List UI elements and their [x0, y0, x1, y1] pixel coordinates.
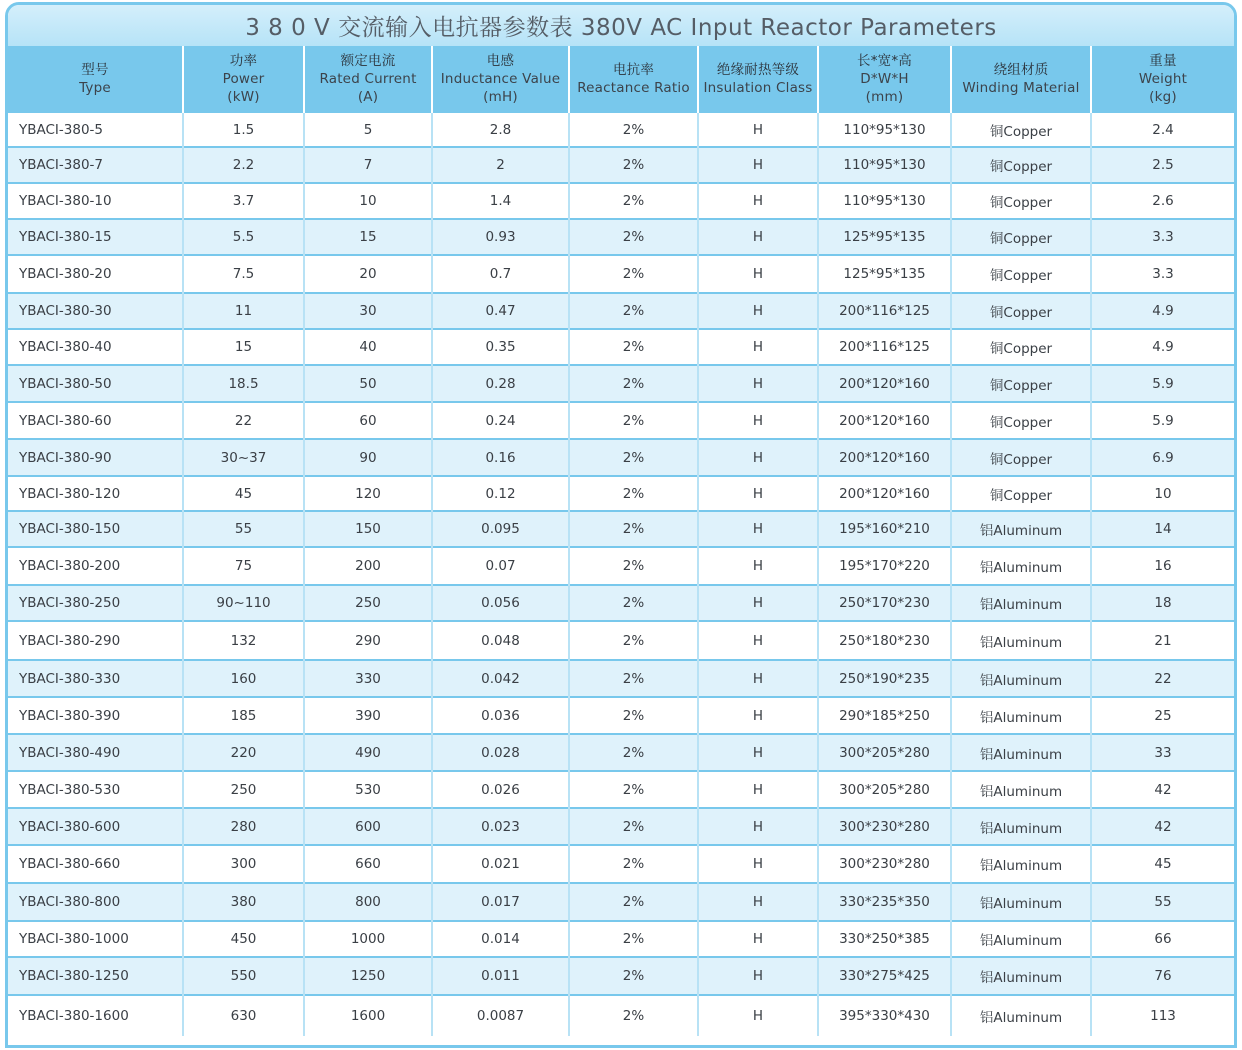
cell-type: YBACI-380-15	[8, 219, 183, 255]
cell-weight: 42	[1091, 808, 1234, 845]
cell-power: 75	[183, 547, 304, 585]
cell-weight: 25	[1091, 697, 1234, 734]
table-row	[8, 883, 1234, 921]
cell-reactance-ratio: 2%	[569, 585, 698, 621]
cell-rated-current: 530	[304, 771, 432, 808]
cell-rated-current: 15	[304, 219, 432, 255]
cell-rated-current: 120	[304, 476, 432, 511]
cell-reactance-ratio: 2%	[569, 921, 698, 957]
column-header-unit: (kW)	[227, 88, 260, 105]
cell-type: YBACI-380-200	[8, 547, 183, 585]
column-header-en: Insulation Class	[703, 79, 813, 96]
cell-power: 7.5	[183, 255, 304, 293]
cell-power: 22	[183, 402, 304, 439]
cell-weight: 3.3	[1091, 219, 1234, 255]
cell-inductance: 0.095	[432, 511, 569, 547]
cell-type: YBACI-380-40	[8, 329, 183, 365]
cell-winding-material: 铝Aluminum	[951, 547, 1091, 585]
cell-reactance-ratio: 2%	[569, 293, 698, 329]
cell-dimensions: 195*160*210	[818, 511, 951, 547]
cell-insulation-class: H	[698, 329, 818, 365]
column-header-en: Winding Material	[962, 79, 1080, 96]
table-row	[8, 771, 1234, 808]
cell-reactance-ratio: 2%	[569, 845, 698, 883]
cell-rated-current: 330	[304, 660, 432, 697]
cell-type: YBACI-380-20	[8, 255, 183, 293]
cell-type: YBACI-380-530	[8, 771, 183, 808]
parameter-table	[8, 46, 1234, 1036]
cell-dimensions: 300*230*280	[818, 808, 951, 845]
cell-dimensions: 250*190*235	[818, 660, 951, 697]
cell-dimensions: 110*95*130	[818, 147, 951, 183]
cell-reactance-ratio: 2%	[569, 402, 698, 439]
cell-rated-current: 10	[304, 183, 432, 219]
cell-dimensions: 200*120*160	[818, 476, 951, 511]
cell-power: 2.2	[183, 147, 304, 183]
column-header-cn: 绕组材质	[993, 61, 1049, 78]
cell-winding-material: 铝Aluminum	[951, 957, 1091, 995]
cell-insulation-class: H	[698, 147, 818, 183]
cell-type: YBACI-380-600	[8, 808, 183, 845]
cell-dimensions: 330*250*385	[818, 921, 951, 957]
cell-weight: 2.6	[1091, 183, 1234, 219]
cell-winding-material: 铝Aluminum	[951, 771, 1091, 808]
column-header-en: Power	[222, 70, 265, 87]
cell-dimensions: 300*205*280	[818, 734, 951, 771]
cell-inductance: 0.12	[432, 476, 569, 511]
cell-power: 550	[183, 957, 304, 995]
cell-dimensions: 300*230*280	[818, 845, 951, 883]
cell-reactance-ratio: 2%	[569, 147, 698, 183]
cell-insulation-class: H	[698, 112, 818, 147]
cell-reactance-ratio: 2%	[569, 660, 698, 697]
cell-weight: 45	[1091, 845, 1234, 883]
cell-weight: 66	[1091, 921, 1234, 957]
table-row	[8, 808, 1234, 845]
title-band	[8, 5, 1234, 46]
table-row	[8, 329, 1234, 365]
cell-weight: 4.9	[1091, 329, 1234, 365]
cell-type: YBACI-380-90	[8, 439, 183, 476]
column-header-power	[183, 46, 304, 112]
table-row	[8, 476, 1234, 511]
cell-reactance-ratio: 2%	[569, 771, 698, 808]
column-header-inductance	[432, 46, 569, 112]
cell-reactance-ratio: 2%	[569, 112, 698, 147]
table-row	[8, 147, 1234, 183]
cell-insulation-class: H	[698, 476, 818, 511]
column-header-cn: 长*宽*高	[857, 52, 912, 69]
cell-type: YBACI-380-50	[8, 365, 183, 402]
cell-power: 90~110	[183, 585, 304, 621]
cell-reactance-ratio: 2%	[569, 734, 698, 771]
table-row	[8, 255, 1234, 293]
cell-insulation-class: H	[698, 771, 818, 808]
cell-rated-current: 290	[304, 621, 432, 660]
cell-inductance: 2	[432, 147, 569, 183]
cell-inductance: 0.042	[432, 660, 569, 697]
cell-insulation-class: H	[698, 183, 818, 219]
cell-insulation-class: H	[698, 957, 818, 995]
cell-winding-material: 铜Copper	[951, 439, 1091, 476]
table-row	[8, 365, 1234, 402]
table-row	[8, 845, 1234, 883]
cell-weight: 55	[1091, 883, 1234, 921]
cell-reactance-ratio: 2%	[569, 219, 698, 255]
cell-weight: 22	[1091, 660, 1234, 697]
cell-insulation-class: H	[698, 734, 818, 771]
cell-reactance-ratio: 2%	[569, 183, 698, 219]
cell-dimensions: 195*170*220	[818, 547, 951, 585]
cell-power: 15	[183, 329, 304, 365]
cell-rated-current: 150	[304, 511, 432, 547]
cell-insulation-class: H	[698, 621, 818, 660]
cell-type: YBACI-380-10	[8, 183, 183, 219]
cell-winding-material: 铜Copper	[951, 476, 1091, 511]
cell-inductance: 0.07	[432, 547, 569, 585]
column-header-en: Rated Current	[319, 70, 417, 87]
cell-type: YBACI-380-1250	[8, 957, 183, 995]
cell-weight: 113	[1091, 995, 1234, 1036]
cell-winding-material: 铝Aluminum	[951, 845, 1091, 883]
cell-inductance: 0.014	[432, 921, 569, 957]
cell-rated-current: 800	[304, 883, 432, 921]
cell-insulation-class: H	[698, 293, 818, 329]
column-header-cn: 重量	[1149, 52, 1177, 69]
table-row	[8, 660, 1234, 697]
cell-insulation-class: H	[698, 547, 818, 585]
page-title: 3 8 0 V 交流输入电抗器参数表 380V AC Input Reactor Parameters	[245, 15, 997, 41]
column-header-cn: 型号	[81, 61, 109, 78]
cell-power: 55	[183, 511, 304, 547]
table-row	[8, 183, 1234, 219]
cell-winding-material: 铝Aluminum	[951, 921, 1091, 957]
cell-inductance: 0.7	[432, 255, 569, 293]
cell-dimensions: 395*330*430	[818, 995, 951, 1036]
table-row	[8, 511, 1234, 547]
cell-type: YBACI-380-660	[8, 845, 183, 883]
cell-inductance: 0.0087	[432, 995, 569, 1036]
cell-reactance-ratio: 2%	[569, 547, 698, 585]
cell-weight: 76	[1091, 957, 1234, 995]
cell-winding-material: 铜Copper	[951, 147, 1091, 183]
cell-power: 250	[183, 771, 304, 808]
cell-rated-current: 660	[304, 845, 432, 883]
cell-type: YBACI-380-250	[8, 585, 183, 621]
cell-winding-material: 铝Aluminum	[951, 621, 1091, 660]
cell-rated-current: 490	[304, 734, 432, 771]
cell-type: YBACI-380-150	[8, 511, 183, 547]
cell-type: YBACI-380-390	[8, 697, 183, 734]
column-header-cn: 功率	[229, 52, 258, 69]
cell-winding-material: 铝Aluminum	[951, 511, 1091, 547]
cell-inductance: 0.16	[432, 439, 569, 476]
cell-inductance: 0.47	[432, 293, 569, 329]
cell-reactance-ratio: 2%	[569, 808, 698, 845]
cell-reactance-ratio: 2%	[569, 511, 698, 547]
cell-rated-current: 390	[304, 697, 432, 734]
column-header-cn: 额定电流	[340, 52, 396, 69]
cell-insulation-class: H	[698, 365, 818, 402]
column-header-cn: 电抗率	[612, 61, 655, 78]
cell-winding-material: 铝Aluminum	[951, 585, 1091, 621]
column-header-winding-material	[951, 46, 1091, 112]
cell-type: YBACI-380-5	[8, 112, 183, 147]
table-row	[8, 219, 1234, 255]
cell-inductance: 0.026	[432, 771, 569, 808]
cell-dimensions: 125*95*135	[818, 255, 951, 293]
column-header-en: D*W*H	[860, 70, 909, 87]
cell-inductance: 0.93	[432, 219, 569, 255]
cell-winding-material: 铜Copper	[951, 219, 1091, 255]
cell-insulation-class: H	[698, 921, 818, 957]
cell-inductance: 0.011	[432, 957, 569, 995]
column-header-weight	[1091, 46, 1234, 112]
cell-weight: 14	[1091, 511, 1234, 547]
cell-rated-current: 20	[304, 255, 432, 293]
column-header-unit: (kg)	[1149, 88, 1177, 105]
column-header-en: Type	[79, 79, 111, 96]
table-row	[8, 734, 1234, 771]
cell-winding-material: 铝Aluminum	[951, 660, 1091, 697]
cell-type: YBACI-380-7	[8, 147, 183, 183]
table-row	[8, 293, 1234, 329]
cell-weight: 5.9	[1091, 402, 1234, 439]
cell-type: YBACI-380-120	[8, 476, 183, 511]
cell-insulation-class: H	[698, 585, 818, 621]
cell-power: 280	[183, 808, 304, 845]
cell-insulation-class: H	[698, 808, 818, 845]
cell-insulation-class: H	[698, 255, 818, 293]
table-header-row	[8, 46, 1234, 112]
cell-rated-current: 7	[304, 147, 432, 183]
table-row	[8, 547, 1234, 585]
cell-insulation-class: H	[698, 995, 818, 1036]
cell-winding-material: 铜Copper	[951, 293, 1091, 329]
cell-rated-current: 40	[304, 329, 432, 365]
cell-reactance-ratio: 2%	[569, 439, 698, 476]
cell-winding-material: 铝Aluminum	[951, 883, 1091, 921]
cell-inductance: 0.056	[432, 585, 569, 621]
cell-dimensions: 110*95*130	[818, 183, 951, 219]
cell-inductance: 0.24	[432, 402, 569, 439]
column-header-type	[8, 46, 183, 112]
cell-power: 1.5	[183, 112, 304, 147]
column-header-cn: 绝缘耐热等级	[716, 61, 800, 78]
table-row	[8, 112, 1234, 147]
column-header-cn: 电感	[486, 52, 515, 69]
cell-reactance-ratio: 2%	[569, 476, 698, 511]
table-row	[8, 957, 1234, 995]
table-body	[8, 112, 1234, 1036]
cell-power: 18.5	[183, 365, 304, 402]
cell-type: YBACI-380-800	[8, 883, 183, 921]
column-header-unit: (A)	[357, 88, 379, 105]
cell-dimensions: 250*180*230	[818, 621, 951, 660]
table-row	[8, 439, 1234, 476]
table-row	[8, 402, 1234, 439]
cell-weight: 5.9	[1091, 365, 1234, 402]
table-row	[8, 921, 1234, 957]
cell-inductance: 0.023	[432, 808, 569, 845]
cell-inductance: 0.036	[432, 697, 569, 734]
column-header-en: Weight	[1138, 70, 1188, 87]
cell-insulation-class: H	[698, 845, 818, 883]
column-header-unit: (mm)	[865, 88, 904, 105]
cell-power: 132	[183, 621, 304, 660]
cell-dimensions: 200*116*125	[818, 329, 951, 365]
cell-dimensions: 290*185*250	[818, 697, 951, 734]
column-header-en: Reactance Ratio	[577, 79, 690, 96]
cell-type: YBACI-380-290	[8, 621, 183, 660]
cell-weight: 18	[1091, 585, 1234, 621]
cell-dimensions: 330*275*425	[818, 957, 951, 995]
cell-inductance: 0.021	[432, 845, 569, 883]
parameter-table-frame	[5, 2, 1237, 1048]
cell-power: 220	[183, 734, 304, 771]
cell-weight: 2.4	[1091, 112, 1234, 147]
cell-reactance-ratio: 2%	[569, 365, 698, 402]
cell-rated-current: 250	[304, 585, 432, 621]
table-row	[8, 697, 1234, 734]
cell-dimensions: 300*205*280	[818, 771, 951, 808]
cell-dimensions: 200*116*125	[818, 293, 951, 329]
cell-power: 300	[183, 845, 304, 883]
cell-reactance-ratio: 2%	[569, 995, 698, 1036]
cell-power: 11	[183, 293, 304, 329]
cell-insulation-class: H	[698, 697, 818, 734]
cell-winding-material: 铜Copper	[951, 329, 1091, 365]
cell-insulation-class: H	[698, 439, 818, 476]
cell-inductance: 0.028	[432, 734, 569, 771]
cell-type: YBACI-380-60	[8, 402, 183, 439]
cell-power: 380	[183, 883, 304, 921]
cell-rated-current: 30	[304, 293, 432, 329]
cell-inductance: 0.35	[432, 329, 569, 365]
cell-winding-material: 铜Copper	[951, 255, 1091, 293]
cell-insulation-class: H	[698, 402, 818, 439]
table-row	[8, 585, 1234, 621]
cell-insulation-class: H	[698, 219, 818, 255]
cell-winding-material: 铜Copper	[951, 402, 1091, 439]
cell-type: YBACI-380-1000	[8, 921, 183, 957]
column-header-reactance-ratio	[569, 46, 698, 112]
column-header-insulation-class	[698, 46, 818, 112]
cell-reactance-ratio: 2%	[569, 255, 698, 293]
cell-insulation-class: H	[698, 883, 818, 921]
cell-dimensions: 110*95*130	[818, 112, 951, 147]
column-header-unit: (mH)	[483, 88, 518, 105]
cell-inductance: 2.8	[432, 112, 569, 147]
cell-dimensions: 330*235*350	[818, 883, 951, 921]
cell-winding-material: 铝Aluminum	[951, 697, 1091, 734]
cell-winding-material: 铝Aluminum	[951, 995, 1091, 1036]
cell-inductance: 0.048	[432, 621, 569, 660]
cell-dimensions: 200*120*160	[818, 402, 951, 439]
cell-rated-current: 1600	[304, 995, 432, 1036]
cell-reactance-ratio: 2%	[569, 957, 698, 995]
cell-power: 450	[183, 921, 304, 957]
cell-winding-material: 铝Aluminum	[951, 734, 1091, 771]
cell-dimensions: 200*120*160	[818, 439, 951, 476]
cell-weight: 10	[1091, 476, 1234, 511]
cell-rated-current: 50	[304, 365, 432, 402]
cell-weight: 3.3	[1091, 255, 1234, 293]
cell-power: 160	[183, 660, 304, 697]
cell-weight: 2.5	[1091, 147, 1234, 183]
cell-rated-current: 5	[304, 112, 432, 147]
cell-weight: 16	[1091, 547, 1234, 585]
cell-reactance-ratio: 2%	[569, 329, 698, 365]
cell-winding-material: 铜Copper	[951, 112, 1091, 147]
cell-weight: 4.9	[1091, 293, 1234, 329]
cell-weight: 42	[1091, 771, 1234, 808]
cell-inductance: 1.4	[432, 183, 569, 219]
cell-dimensions: 200*120*160	[818, 365, 951, 402]
cell-winding-material: 铜Copper	[951, 365, 1091, 402]
cell-type: YBACI-380-30	[8, 293, 183, 329]
column-header-rated-current	[304, 46, 432, 112]
cell-rated-current: 1000	[304, 921, 432, 957]
cell-winding-material: 铜Copper	[951, 183, 1091, 219]
cell-power: 45	[183, 476, 304, 511]
cell-inductance: 0.28	[432, 365, 569, 402]
cell-reactance-ratio: 2%	[569, 883, 698, 921]
cell-dimensions: 250*170*230	[818, 585, 951, 621]
cell-type: YBACI-380-1600	[8, 995, 183, 1036]
cell-power: 630	[183, 995, 304, 1036]
cell-insulation-class: H	[698, 660, 818, 697]
cell-rated-current: 60	[304, 402, 432, 439]
column-header-dimensions	[818, 46, 951, 112]
cell-weight: 21	[1091, 621, 1234, 660]
cell-rated-current: 200	[304, 547, 432, 585]
cell-type: YBACI-380-330	[8, 660, 183, 697]
cell-power: 185	[183, 697, 304, 734]
cell-rated-current: 90	[304, 439, 432, 476]
cell-power: 5.5	[183, 219, 304, 255]
cell-reactance-ratio: 2%	[569, 621, 698, 660]
cell-type: YBACI-380-490	[8, 734, 183, 771]
table-row	[8, 995, 1234, 1036]
cell-weight: 33	[1091, 734, 1234, 771]
cell-inductance: 0.017	[432, 883, 569, 921]
cell-weight: 6.9	[1091, 439, 1234, 476]
column-header-en: Inductance Value	[440, 70, 561, 87]
cell-rated-current: 600	[304, 808, 432, 845]
cell-dimensions: 125*95*135	[818, 219, 951, 255]
cell-winding-material: 铝Aluminum	[951, 808, 1091, 845]
table-row	[8, 621, 1234, 660]
cell-power: 30~37	[183, 439, 304, 476]
cell-power: 3.7	[183, 183, 304, 219]
cell-insulation-class: H	[698, 511, 818, 547]
cell-reactance-ratio: 2%	[569, 697, 698, 734]
cell-rated-current: 1250	[304, 957, 432, 995]
